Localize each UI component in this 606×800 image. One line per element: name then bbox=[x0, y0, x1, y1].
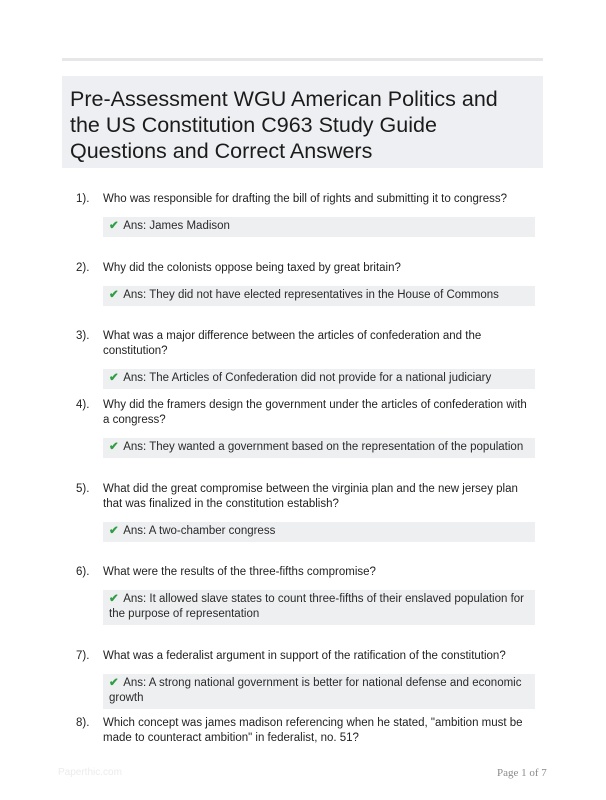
question-text: What did the great compromise between the virginia plan and the new jersey plan that was finalized in the constitution establish? bbox=[103, 483, 518, 510]
answer-text: Ans: It allowed slave states to count three-fifths of their enslaved population for the purpose of representation bbox=[109, 593, 525, 620]
checkmark-icon: ✔ bbox=[109, 525, 119, 537]
answer-box bbox=[103, 286, 535, 306]
question-item bbox=[62, 329, 543, 389]
footer-watermark: Paperthic.com bbox=[58, 767, 122, 778]
question-number: 5). bbox=[76, 483, 90, 495]
question-item bbox=[62, 398, 543, 458]
question-item bbox=[62, 192, 543, 237]
checkmark-icon: ✔ bbox=[109, 289, 119, 301]
question-item bbox=[62, 716, 543, 746]
question-number: 2). bbox=[76, 262, 90, 274]
title-box bbox=[62, 76, 543, 168]
question-item bbox=[62, 261, 543, 306]
checkmark-icon: ✔ bbox=[109, 372, 119, 384]
question-number: 3). bbox=[76, 330, 90, 342]
question-item bbox=[62, 482, 543, 542]
question-text: Why did the framers design the government under the articles of confederation with a congress? bbox=[103, 399, 527, 426]
checkmark-icon: ✔ bbox=[109, 441, 119, 453]
answer-text: Ans: James Madison bbox=[123, 220, 230, 232]
answer-text: Ans: They did not have elected representatives in the House of Commons bbox=[123, 289, 499, 301]
question-number: 4). bbox=[76, 399, 90, 411]
question-number: 1). bbox=[76, 193, 90, 205]
answer-box bbox=[103, 369, 535, 389]
answer-box bbox=[103, 590, 535, 625]
checkmark-icon: ✔ bbox=[109, 220, 119, 232]
page-title: Pre-Assessment WGU American Politics and the US Constitution C963 Study Guide Questions and Correct Answers bbox=[70, 87, 498, 163]
question-number: 7). bbox=[76, 650, 90, 662]
question-item bbox=[62, 649, 543, 709]
question-text: Which concept was james madison referencing when he stated, "ambition must be made to counteract ambition" in federalist, no. 51? bbox=[103, 717, 523, 744]
question-number: 8). bbox=[76, 717, 90, 729]
question-number: 6). bbox=[76, 566, 90, 578]
answer-box bbox=[103, 217, 535, 237]
answer-text: Ans: A strong national government is better for national defense and economic growth bbox=[109, 677, 522, 704]
answer-box bbox=[103, 674, 535, 709]
answer-text: Ans: They wanted a government based on the representation of the population bbox=[123, 441, 524, 453]
answer-text: Ans: The Articles of Confederation did not provide for a national judiciary bbox=[123, 372, 492, 384]
question-item bbox=[62, 565, 543, 625]
question-text: Why did the colonists oppose being taxed by great britain? bbox=[103, 262, 401, 274]
question-text: What was a federalist argument in support of the ratification of the constitution? bbox=[103, 650, 506, 662]
checkmark-icon: ✔ bbox=[109, 677, 119, 689]
answer-text: Ans: A two-chamber congress bbox=[123, 525, 276, 537]
answer-box bbox=[103, 522, 535, 542]
top-divider bbox=[62, 58, 543, 61]
page-indicator: Page 1 of 7 bbox=[497, 767, 547, 779]
question-text: Who was responsible for drafting the bill of rights and submitting it to congress? bbox=[103, 193, 507, 205]
checkmark-icon: ✔ bbox=[109, 593, 119, 605]
question-text: What was a major difference between the articles of confederation and the constitution? bbox=[103, 330, 482, 357]
answer-box bbox=[103, 438, 535, 458]
question-text: What were the results of the three-fifths compromise? bbox=[103, 566, 376, 578]
